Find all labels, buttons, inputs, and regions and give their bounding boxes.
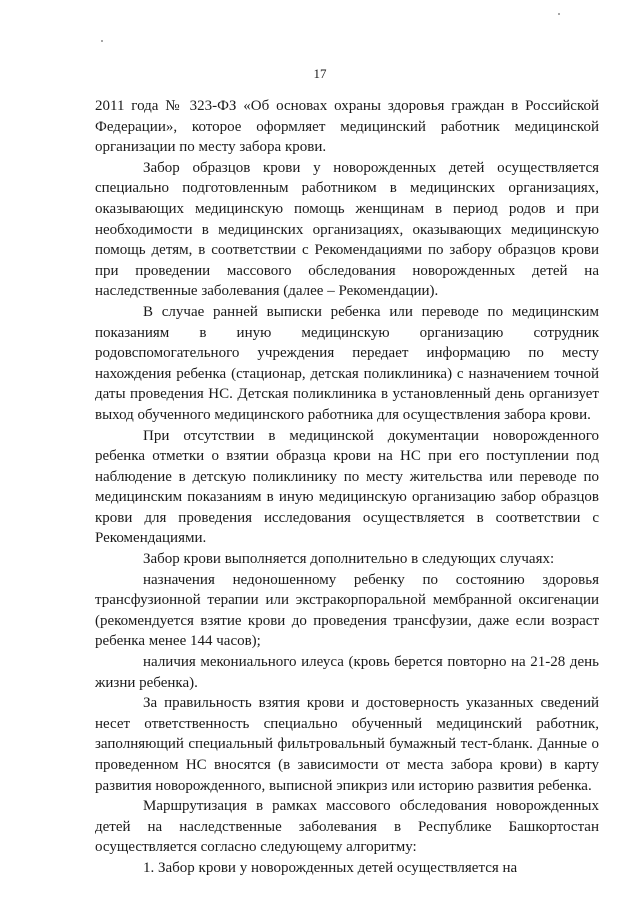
- paragraph: назначения недоношенному ребенку по состоянию здоровья трансфузионной терапии или экстракорпоральной мембранной оксигенации (рекомендуется взятие крови до проведения трансфузии, даже если возраст ребенка менее 144 часов);: [95, 571, 599, 650]
- paragraph: Забор крови выполняется дополнительно в следующих случаях:: [143, 551, 555, 568]
- document-body: [95, 96, 599, 879]
- paragraph: Маршрутизация в рамках массового обследования новорожденных детей на наследственные заболевания в Республике Башкортостан осуществляется согласно следующему алгоритму:: [95, 798, 599, 856]
- paragraph: В случае ранней выписки ребенка или переводе по медицинским показаниям в иную медицинскую организацию сотрудник родовспомогательного учреждения передает информацию по месту нахождения ребенка (стационар, детская поликлиника) с назначением точной даты проведения НС. Детская поликлиника в установленный день организует выход обученного медицинского работника для осуществления забора крови.: [95, 303, 599, 423]
- paragraph: При отсутствии в медицинской документации новорожденного ребенка отметки о взятии образца крови на НС при его поступлении под наблюдение в детскую поликлинику по месту жительства или переводе по медицинским показаниям в иную медицинскую организацию забор образцов крови для проведения исследования осуществляется в соответствии с Рекомендациями.: [95, 427, 599, 547]
- page-number: 17: [313, 66, 327, 81]
- scan-speck: [558, 13, 560, 15]
- paragraph: 2011 года № 323-ФЗ «Об основах охраны здоровья граждан в Российской Федерации», которое оформляет медицинский работник медицинской организации по месту забора крови.: [95, 98, 599, 156]
- scan-speck: [101, 40, 103, 42]
- paragraph: За правильность взятия крови и достоверность указанных сведений несет ответственность специально обученный медицинский работник, заполняющий специальный фильтровальный бумажный тест-бланк. Данные о проведенном НС вносятся (в зависимости от места забора крови) в карту развития новорожденного, выписной эпикриз или историю развития ребенка.: [95, 695, 599, 794]
- paragraph: наличия мекониального илеуса (кровь берется повторно на 21-28 день жизни ребенка).: [95, 654, 599, 691]
- paragraph: 1. Забор крови у новорожденных детей осуществляется на: [143, 859, 518, 876]
- paragraph: Забор образцов крови у новорожденных детей осуществляется специально подготовленным работником в медицинских организациях, оказывающих медицинскую помощь женщинам в период родов и при необходимости в медицинских организациях, оказывающих медицинскую помощь детям, в соответствии с Рекомендациями по забору образцов крови при проведении массового обследования новорожденных детей на наследственные заболевания (далее – Рекомендации).: [95, 159, 599, 300]
